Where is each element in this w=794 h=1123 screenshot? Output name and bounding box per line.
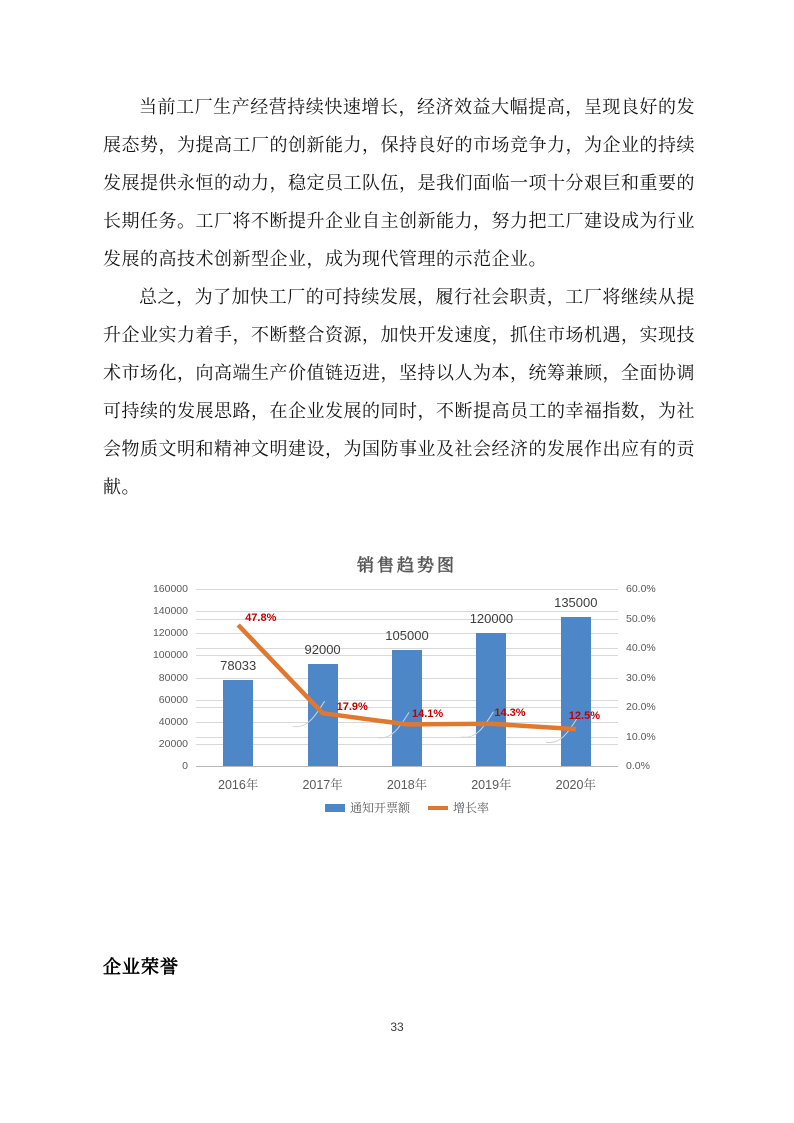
x-axis-tick-label: 2019年: [471, 778, 512, 792]
secondary-axis-tick-label: 30.0%: [626, 671, 656, 684]
x-axis-tick-label: 2020年: [555, 778, 596, 792]
page-number: 33: [390, 1020, 404, 1034]
line-point-label: 17.9%: [336, 701, 368, 714]
secondary-axis-tick-label: 0.0%: [626, 760, 650, 772]
line-point-label: 14.1%: [412, 708, 444, 721]
y-axis-tick-label: 100000: [152, 649, 188, 662]
line-point-label: 47.8%: [245, 612, 277, 624]
bar-value-label: 135000: [554, 594, 598, 610]
x-axis-tick-label: 2017年: [302, 778, 343, 792]
secondary-axis-tick-label: 40.0%: [626, 642, 656, 654]
y-axis-tick-label: 0: [182, 760, 188, 772]
label-leader-line: [293, 701, 325, 726]
x-axis-tick-label: 2016年: [218, 778, 259, 792]
y-axis-tick-label: 80000: [158, 671, 188, 684]
x-axis-tick-label: 2018年: [386, 778, 428, 792]
section-heading: 企业荣誉: [103, 957, 179, 977]
y-axis-tick-label: 20000: [158, 737, 188, 750]
y-axis-tick-label: 120000: [152, 627, 188, 640]
body-text-block: [103, 88, 695, 506]
paragraph: 总之，为了加快工厂的可持续发展，履行社会职责，工厂将继续从提升企业实力着手，不断整合资源，加快开发速度，抓住市场机遇，实现技术市场化，向高端生产价值链迈进，坚持以人为本，统筹兼顾，全面协调可持续的发展思路，在企业发展的同时，不断提高员工的幸福指数，为社会物质文明和精神文明建设，为国防事业及社会经济的发展作出应有的贡献。: [103, 287, 695, 497]
bar-value-label: 120000: [469, 611, 514, 627]
sales-trend-chart: [140, 545, 670, 817]
secondary-axis-tick-label: 10.0%: [626, 730, 656, 743]
bar-value-label: 105000: [385, 627, 429, 643]
bar-value-label: 78033: [220, 657, 257, 673]
chart-title: 销售趋势图: [357, 556, 457, 575]
legend-label: 通知开票额: [349, 801, 410, 815]
paragraph: 当前工厂生产经营持续快速增长，经济效益大幅提高，呈现良好的发展态势，为提高工厂的创新能力，保持良好的市场竞争力，为企业的持续发展提供永恒的动力，稳定员工队伍，是我们面临一项十分艰巨和重要的长期任务。工厂将不断提升企业自主创新能力，努力把工厂建设成为行业发展的高技术创新型企业，成为现代管理的示范企业。: [103, 97, 695, 269]
y-axis-tick-label: 40000: [158, 715, 188, 728]
legend-label: 增长率: [453, 801, 490, 815]
y-axis-tick-label: 140000: [152, 605, 188, 618]
secondary-axis-tick-label: 20.0%: [626, 701, 656, 713]
growth-rate-line: [140, 545, 670, 817]
y-axis-tick-label: 160000: [152, 583, 188, 595]
secondary-axis-tick-label: 60.0%: [626, 583, 656, 595]
y-axis-tick-label: 60000: [158, 693, 188, 706]
bar-value-label: 92000: [304, 642, 341, 658]
line-point-label: 14.3%: [494, 706, 526, 719]
line-point-label: 12.5%: [568, 710, 600, 723]
secondary-axis-tick-label: 50.0%: [626, 612, 656, 625]
